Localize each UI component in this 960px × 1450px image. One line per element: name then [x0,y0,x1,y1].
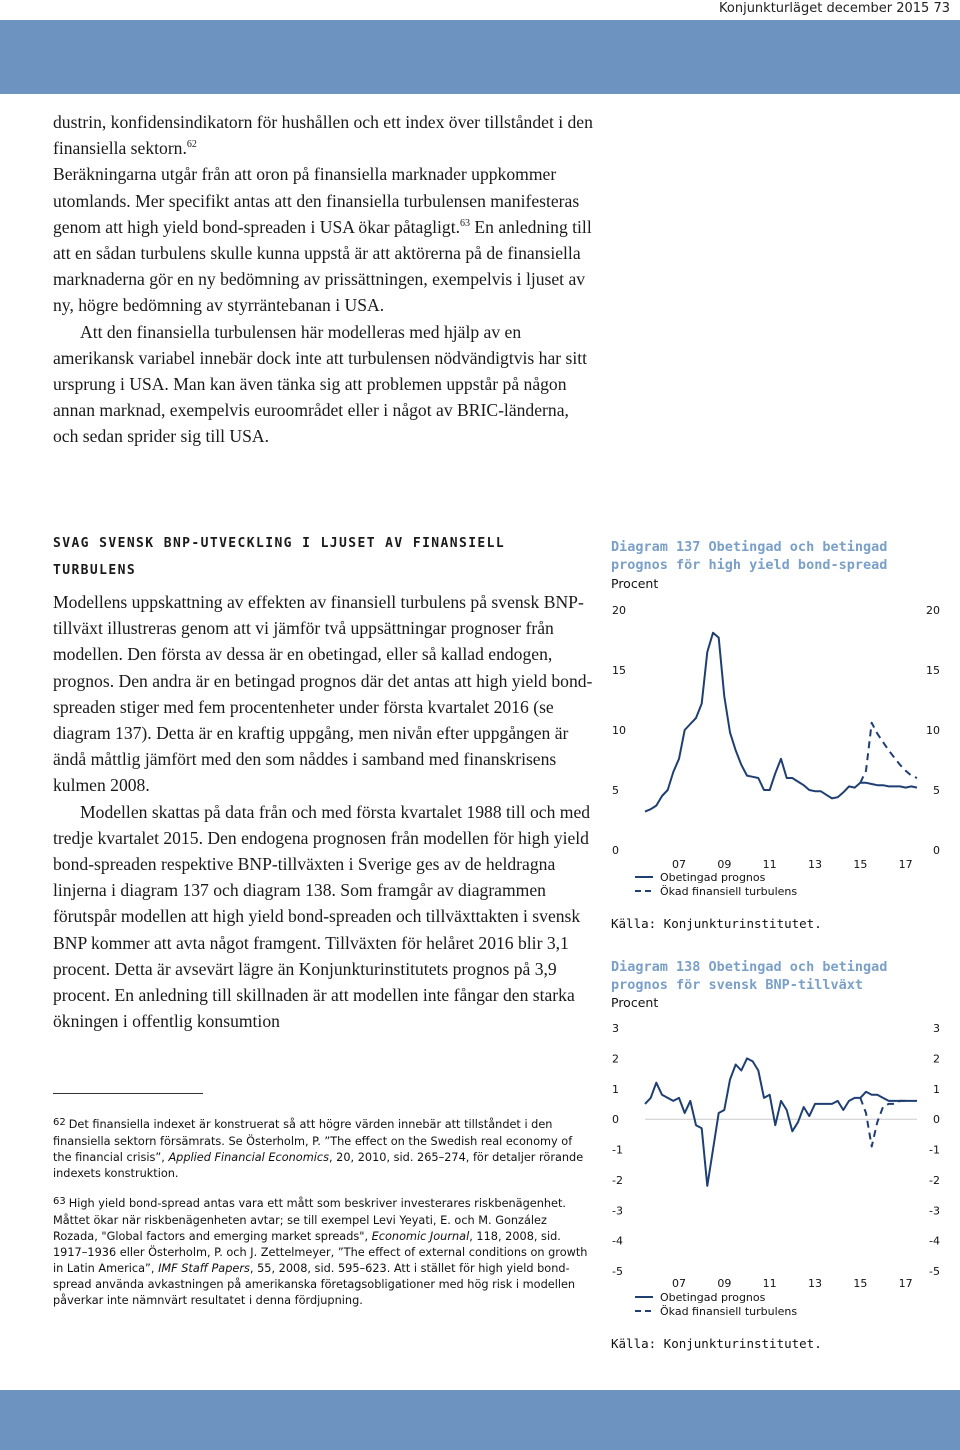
chart-138 [600,1013,960,1325]
x-tick-label: 15 [853,858,868,871]
y-tick-label-right: 1 [933,1082,940,1096]
chart-137-title: Diagram 137 Obetingad och betingad prognos för high yield bond-spread [611,539,888,573]
y-tick-label-right: -1 [929,1143,940,1157]
body-text-section [53,589,593,1034]
y-tick-label-left: 15 [612,664,626,677]
x-tick-label: 09 [717,858,732,871]
footnote-number: 62 [53,1117,66,1128]
y-tick-label-right: -3 [929,1204,940,1218]
footer-band [0,1390,960,1450]
footnote-number: 63 [53,1196,66,1207]
y-tick-label-right: -4 [929,1234,940,1248]
y-tick-label-right: 0 [933,1113,940,1127]
paragraph-3: Att den finansiella turbulensen här modelleras med hjälp av en amerikansk variabel innebär dock inte att turbulensen nödvändigtvis har sitt ursprung i USA. Man kan även tänka sig att problemen uppstår på någon annan marknad, exempelvis euroområdet eller i något av BRIC-länderna, och sedan sprider sig till USA. [53,321,588,447]
y-tick-label-left: -2 [612,1173,623,1187]
x-tick-label: 13 [808,1277,822,1290]
footnote-ref-63[interactable]: 63 [460,217,471,229]
y-tick-label-right: 5 [933,784,940,797]
y-tick-label-right: 0 [933,844,940,857]
x-tick-label: 13 [808,858,822,871]
y-tick-label-left: 2 [612,1052,619,1066]
x-tick-label: 07 [672,858,686,871]
y-tick-label-left: 0 [612,844,619,857]
section-paragraph-1: Modellens uppskattning av effekten av finansiell turbulens på svensk BNP-tillväxt illustreras genom att vi jämför två uppsättningar prognoser från modellen. Den första av dessa är en obetingad, eller så kallad endogen, prognos. Den andra är en betingad prognos där det antas att high yield bond-spreaden stiger med fem procentenheter under första kvartalet 2016 (se diagram 137). Detta är en kraftig uppgång, men nivån efter uppgången är ändå måttlig jämfört med den som nåddes i samband med finanskrisens kulmen 2008. [53,592,593,796]
footnote-62: 62 Det finansiella indexet är konstruerat så att högre värden innebär att tillståndet i den finansiella sektorn försämrats. Se Österholm, P. ”The effect on the Swedish real economy of the financial crisis”, Applied Financial Economics, 20, 2010, sid. 265–274, för detaljer rörande indexets konstruktion. [53,1117,584,1180]
section-heading: SVAG SVENSK BNP-UTVECKLING I LJUSET AV FINANSIELL TURBULENS [53,536,506,578]
paragraph-1: dustrin, konfidensindikatorn för hushållen och ett index över tillståndet i den finansiella sektorn.$^{62}$ [53,112,593,159]
y-tick-label-left: 1 [612,1082,619,1096]
y-tick-label-left: 5 [612,784,619,797]
y-tick-label-right: 2 [933,1052,940,1066]
footnote-63: 63 High yield bond-spread antas vara ett mått som beskriver investerares riskbenägenhet. Måttet ökar när riskbenägenheten avtar; se till exempel Levi Yeyati, E. och M. González Rozada, "Global factors and emerging market spreads", Economic Journal, 118, 2008, sid. 1917–1936 eller Österholm, P. och J. Zettelmeyer, ”The effect of external conditions on growth in Latin America”, IMF Staff Papers, 55, 2008, sid. 595–623. Att i stället för high yield bond-spread använda avkastningen på amerikanska företagsobligationer med hög risk i modellen påverkar inte nämnvärt resultatet i denna fördjupning. [53,1196,588,1307]
x-tick-label: 17 [898,1277,913,1290]
journal-title: IMF Staff Papers [158,1262,250,1275]
y-tick-label-right: 10 [926,724,940,737]
legend-label: Obetingad prognos [660,1291,766,1304]
y-tick-label-left: 20 [612,604,626,617]
x-tick-label: 11 [762,858,777,871]
chart-137 [600,595,960,905]
running-head: Konjunkturläget december 2015 73 [719,1,950,16]
header-band [0,20,960,94]
page-header [0,0,960,20]
y-tick-label-left: 10 [612,724,626,737]
footnote-ref-62[interactable]: 62 [186,139,197,151]
x-tick-label: 11 [762,1277,777,1290]
legend-label: Ökad finansiell turbulens [660,885,798,898]
y-tick-label-left: 3 [612,1022,619,1035]
y-tick-label-left: -4 [612,1234,623,1248]
y-tick-label-left: -5 [612,1265,623,1278]
section-paragraph-2: Modellen skattas på data från och med första kvartalet 1988 till och med tredje kvartalet 2015. Den endogena prognosen från modellen för high yield bond-spreaden respektive BNP-tillväxten i Sverige ges av de heldragna linjerna i diagram 137 och diagram 138. Som framgår av diagrammen förutspår modellen att high yield bond-spreaden och tillväxttakten i svensk BNP kommer att avta något framgent. Tillväxten för helåret 2016 blir 3,1 procent. Detta är avsevärt lägre än Konjunkturinstitutets prognos på 3,9 procent. En anledning till skillnaden är att modellen inte fångar den starka ökningen i offentlig konsumtion [53,801,591,1032]
footnote-divider [53,1093,203,1094]
chart-137-source: Källa: Konjunkturinstitutet. [611,916,822,931]
y-tick-label-right: -5 [929,1265,940,1278]
series-line-unconditional [645,1058,917,1186]
journal-title: Economic Journal [371,1230,470,1243]
x-tick-label: 09 [717,1277,732,1290]
y-tick-label-right: 3 [933,1022,940,1035]
y-tick-label-right: 20 [926,604,940,617]
x-tick-label: 15 [853,1277,868,1290]
y-tick-label-left: -3 [612,1204,623,1218]
journal-title: Applied Financial Economics [168,1151,329,1164]
x-tick-label: 07 [672,1277,686,1290]
chart-138-source: Källa: Konjunkturinstitutet. [611,1336,822,1351]
body-text-top [53,109,593,450]
chart-138-unit: Procent [611,995,659,1010]
series-line-turbulence [860,1098,905,1147]
y-tick-label-left: -1 [612,1143,623,1157]
y-tick-label-right: -2 [929,1173,940,1187]
series-line-unconditional [645,633,917,812]
legend-label: Ökad finansiell turbulens [660,1305,798,1318]
x-tick-label: 17 [898,858,913,871]
y-tick-label-right: 15 [926,664,940,677]
series-line-turbulence [860,723,917,783]
chart-138-title: Diagram 138 Obetingad och betingad prognos för svensk BNP-tillväxt [611,959,888,993]
legend-label: Obetingad prognos [660,871,766,884]
chart-137-unit: Procent [611,576,659,591]
y-tick-label-left: 0 [612,1113,619,1127]
paragraph-2: Beräkningarna utgår från att oron på finansiella marknader uppkommer utomlands. Mer specifikt antas att den finansiella turbulensen manifesteras genom att high yield bond-spreaden i USA ökar påtagligt.$^{63}$ En anledning till att en sådan turbulens skulle kunna uppstå är att aktörerna på de finansiella marknaderna gör en ny bedömning av prissättningen, exempelvis i ljuset av ny, högre bedömning av styrräntebanan i USA. [53,164,592,316]
